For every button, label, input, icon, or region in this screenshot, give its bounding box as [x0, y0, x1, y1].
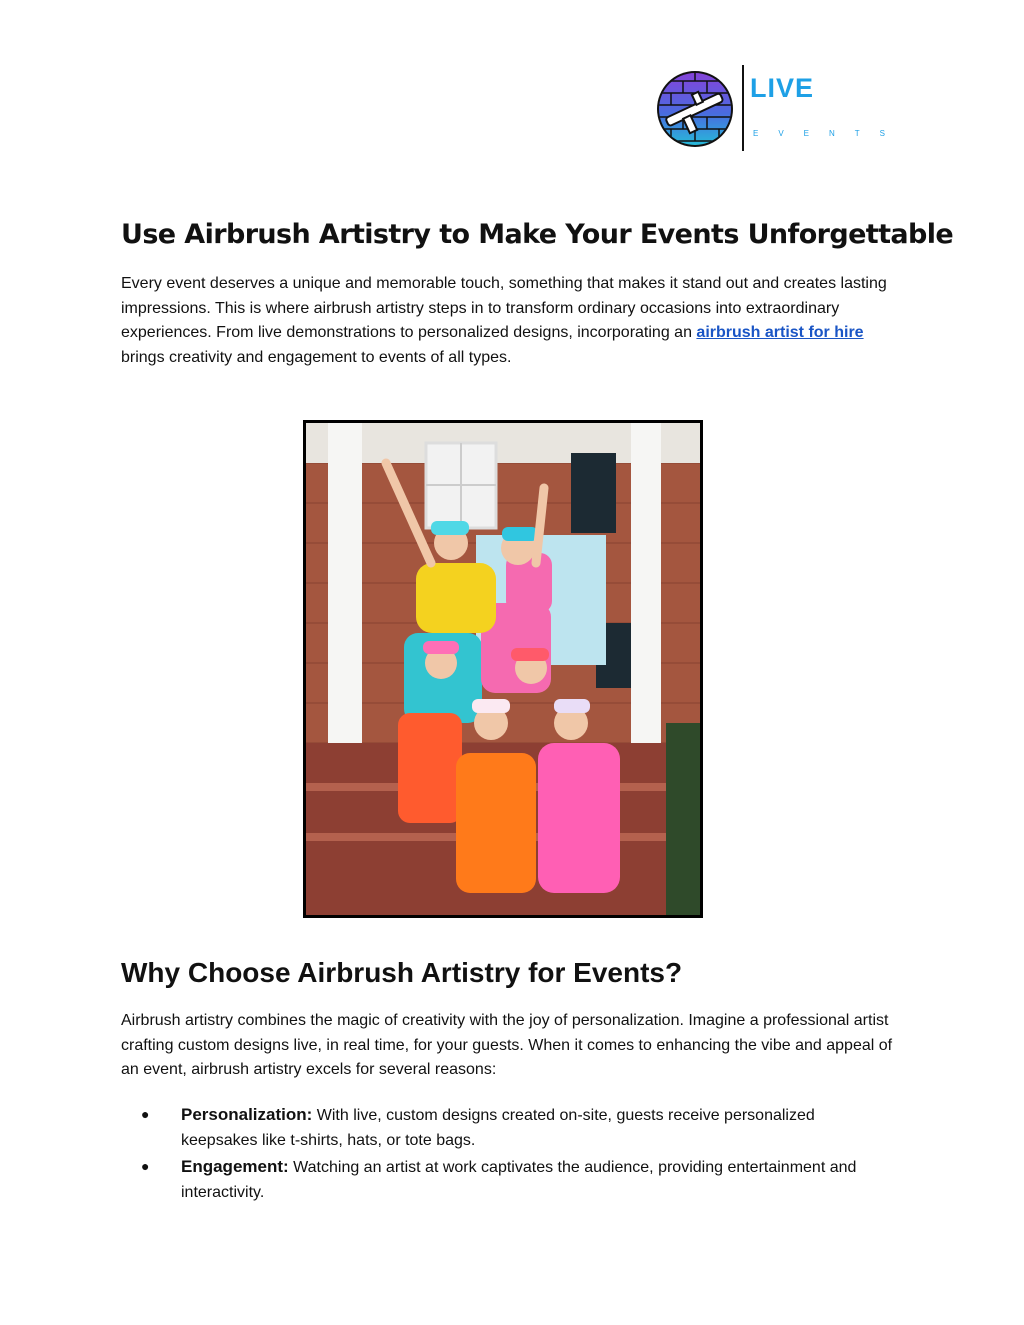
- airbrush-artist-link[interactable]: airbrush artist for hire: [696, 324, 864, 341]
- section-heading: Why Choose Airbrush Artistry for Events?: [121, 957, 683, 988]
- bullet-icon: ●: [141, 1158, 150, 1174]
- intro-paragraph: [121, 272, 901, 370]
- list-item: [121, 1102, 881, 1153]
- group-photo-image: [306, 423, 700, 915]
- logo-divider: [742, 65, 744, 151]
- brand-logo: [655, 63, 915, 153]
- page-title: Use Airbrush Artistry to Make Your Events Unforgettable: [121, 219, 954, 250]
- list-item-term: Personalization:: [181, 1105, 313, 1124]
- bullet-icon: ●: [141, 1106, 150, 1122]
- list-item-text: With live, custom designs created on-site, guests receive personalized keepsakes like t-shirts, hats, or tote bags.: [181, 1107, 815, 1149]
- intro-text-start: Every event deserves a unique and memorable touch, something that makes it stand out and creates lasting impressions. This is where airbrush artistry steps in to transform ordinary occasions into extraordinary experiences. From live demonstrations to personalized designs, incorporating an: [121, 275, 887, 341]
- list-item: [121, 1154, 881, 1205]
- list-item-text: Watching an artist at work captivates the audience, providing entertainment and interactivity.: [181, 1159, 857, 1201]
- logo-subword: EVENTS: [753, 129, 906, 138]
- intro-text-end: brings creativity and engagement to events of all types.: [121, 348, 512, 366]
- section-paragraph: Airbrush artistry combines the magic of creativity with the joy of personalization. Imagine a professional artist crafting custom designs live, in real time, for your guests. When it comes to enhancing the vibe and appeal of an event, airbrush artistry excels for several reasons:: [121, 1012, 893, 1078]
- reasons-list: [121, 1102, 881, 1206]
- logo-wordmark: LIVE: [750, 73, 815, 103]
- event-photo: [303, 420, 703, 918]
- airbrush-logo-icon: [655, 69, 735, 149]
- list-item-term: Engagement:: [181, 1157, 289, 1176]
